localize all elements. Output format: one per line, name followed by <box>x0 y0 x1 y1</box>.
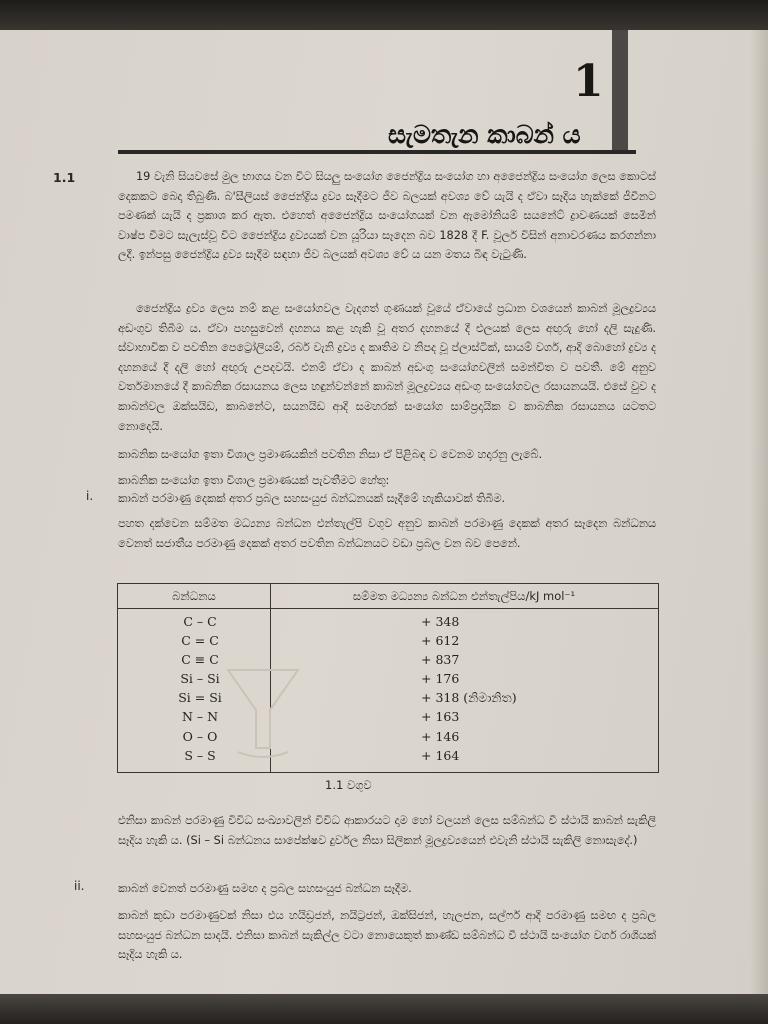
table-header-bond: බන්ධනය <box>172 589 216 603</box>
paragraph-history: 19 වැනි සියවසේ මුල භාගය වන විට සියලු සංයෝග ජෛන්ද්‍රිය සංයෝග හා අජෛන්ද්‍රිය සංයෝග ලෙස කොටස් දෙකකට බෙදා තිබුණි. බ'සීලියස් ජෛන්ද්‍රිය ද්‍රව්‍ය සෑදීමට ජීව බලයක් අවශ්‍ය වේ යැයි ද ඒවා සෑදිය හැක්කේ ජීවීනට පමණක් යැයි ද ප්‍රකාශ කර ඇත. එහෙත් අජෛන්ද්‍රිය සංයෝගයක් වන ඇමෝනියම් සයනේට් ද්‍රාවණයක් සෙමින් වාෂ්ප වීමට සැලැස්වූ විට ජෛන්ද්‍රිය ද්‍රව්‍යයක් වන යූරියා සෑදෙන බව 1828 දී F. වූලර් විසින් අනාවරණය කරගන්නා ලදී. ඉන්පසු ජෛන්ද්‍රිය ද්‍රව්‍ය සෑදීම සඳහා ජීව බලයක් අවශ්‍ය වේ ය යන මතය බිඳ වැටුණි. <box>118 170 656 262</box>
table-cell-energy: + 348 <box>421 614 460 629</box>
table-header-energy: සම්මත මධ්‍යන්‍ය බන්ධන එන්තැල්පිය/kJ mol⁻¹ <box>352 589 576 603</box>
chapter-side-bar <box>612 30 628 152</box>
table-cell-energy: + 163 <box>421 709 460 725</box>
table-caption: 1.1 වගුව <box>325 778 372 792</box>
section-number: 1.1 <box>53 170 76 185</box>
paragraph-other-atoms: කාබන් කුඩා පරමාණුවක් නිසා එය හයිඩ්‍රජන්, නයිට්‍රජන්, ඔක්සිජන්, හැලජන, සල්ෆර් ආදි පරමාණු සමඟ ද ප්‍රබල සහසංයුජ බන්ධන සාදයි. එනිසා කාබන් සැකිල්ල වටා නොයෙකුත් කාණ්ඩ සම්බන්ධ වී ස්ථායි සංයෝග වර්ග රාශියක් සෑදිය හැකි ය. <box>118 909 656 962</box>
table-cell-bond: O – O <box>182 728 218 744</box>
reason-heading: කාබන් වෙනත් පරමාණු සමඟ ද ප්‍රබල සහසංයුජ බන්ධන සෑදීම. <box>118 882 412 895</box>
paragraph-study-note: කාබනික සංයෝග ඉතා විශාල ප්‍රමාණයකින් පවතින නිසා ඒ පිළිබඳ ව වෙනම හදාරනු ලැබේ. <box>118 448 543 461</box>
chapter-title: සැමතැන කාබන් ය <box>388 120 581 149</box>
paragraph-table-intro: පහත දක්වෙන සම්මත මධ්‍යන්‍ය බන්ධන එන්තැල්පි වගුව අනුව කාබන් පරමාණු දෙකක් අතර සෑදෙන බන්ධනය වෙනත් සජාතීය පරමාණු දෙකක් අතර පවතින බන්ධනයට වඩා ප්‍රබල වන බව පෙනේ. <box>118 517 656 550</box>
paragraph-reasons-intro: කාබනික සංයෝග ඉතා විශාල ප්‍රමාණයක් පැවතීමට හේතු: <box>118 474 390 487</box>
bottom-shadow <box>0 994 768 1024</box>
chapter-number: 1 <box>573 56 604 107</box>
table-cell-energy: + 318 (නිමානිත) <box>421 690 517 706</box>
table-cell-bond: C – C <box>183 614 217 629</box>
reason-number: i. <box>86 489 94 503</box>
title-underline <box>118 150 636 154</box>
top-shadow <box>0 0 768 32</box>
table-cell-bond: N – N <box>181 709 219 725</box>
reason-number: ii. <box>74 879 85 893</box>
table-cell-energy: + 612 <box>421 633 460 649</box>
table-cell-bond: Si = Si <box>178 690 222 706</box>
paragraph-organic-definition: ජෛන්ද්‍රිය ද්‍රව්‍ය ලෙස නම් කළ සංයෝගවල වැදගත් ගුණයක් වූයේ ඒවායේ ප්‍රධාන වශයෙන් කාබන් මූලද්‍රව්‍යය අඩංගුව තිබීම ය. ඒවා පහසුවෙන් දහනය කළ හැකි වූ අතර දහනයේ දී එලයක් ලෙස අඟුරු හෝ දලි සැදුණි. ස්වාභාවික ව පවතින පෙට්‍රෝලියම්, රබර් වැනි ද්‍රව්‍ය ද කෘතිම ව නිපද වූ ප්ලාස්ටික්, සායම් වර්ග, ආදි බොහෝ ද්‍රව්‍ය ද දහනයේ දී දලි හෝ අඟුරු උපදවයි. එනම් ඒවා ද කාබන් අඩංගු සංයෝගවලින් සමන්විත ව පවතී. මේ අනුව වර්තමානයේ දී කාබනික රසායනය ලෙස හඳුන්වන්නේ කාබන් මූලද්‍රව්‍යය අඩංගු සංයෝගවල රසායනයයි. එසේ වුව ද කාබන්වල ඔක්සයිඩ, කාබනේට, සයනයිඩ ආදි සමහරක් සංයෝග සාම්ප්‍රදායික ව කාබනික රසායනය යටතට නොදෙයි. <box>118 302 656 433</box>
table-cell-bond: Si – Si <box>180 671 220 687</box>
page-edge-shading <box>750 30 768 996</box>
paragraph-carbon-chains: එනිසා කාබන් පරමාණු විවිධ සංඛ්‍යාවලින් විවිධ ආකාරයට දාම හෝ වලයන් ලෙස සම්බන්ධ වී ස්ථායි කාබන් සැකිලි සෑදිය හැකි ය. (Si – Si බන්ධනය සාපේක්ෂව දුර්වල නිසා සිලිකන් මූලද්‍රව්‍යයෙන් එවැනි ස්ථායි සැකිලි නොසැදේ.) <box>118 814 656 847</box>
table-cell-energy: + 837 <box>421 652 460 668</box>
table-cell-energy: + 176 <box>421 671 460 687</box>
bond-enthalpy-table <box>117 583 659 773</box>
table-cell-bond: C ≡ C <box>181 652 219 668</box>
reason-heading: කාබන් පරමාණු දෙකක් අතර ප්‍රබල සහසංයුජ බන්ධනයක් සෑදීමේ හැකියාවක් තිබීම. <box>118 492 506 505</box>
table-cell-energy: + 164 <box>421 747 460 763</box>
table-header-row <box>118 584 658 609</box>
table-cell-bond: C = C <box>181 633 219 649</box>
table-cell-bond: S – S <box>184 747 216 763</box>
book-page <box>0 30 768 996</box>
table-cell-energy: + 146 <box>421 728 460 744</box>
flask-watermark-icon <box>208 662 318 762</box>
